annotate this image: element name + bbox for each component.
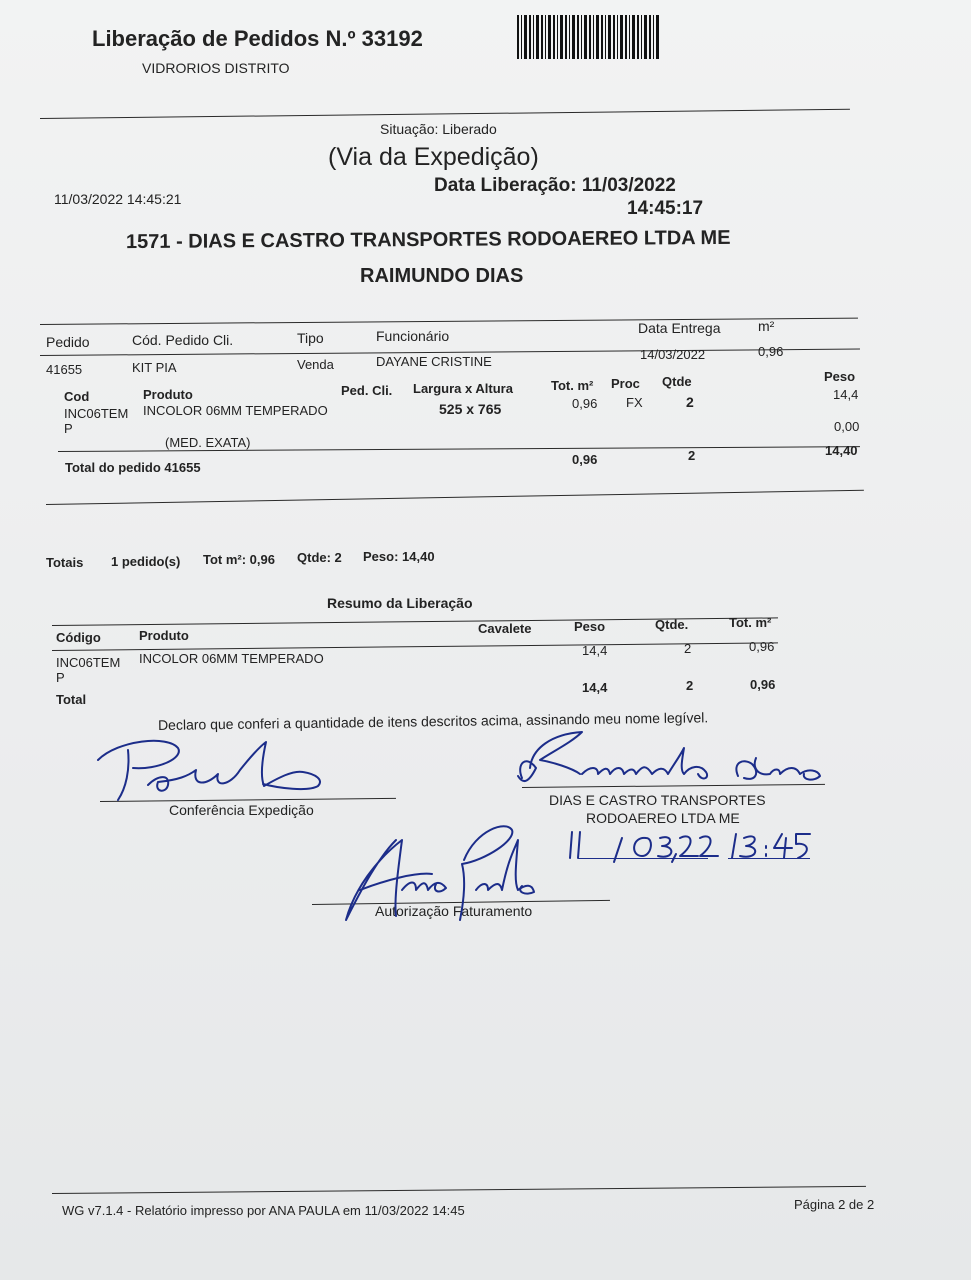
order-data-entrega: 14/03/2022 [640, 347, 706, 362]
item-col-produto: Produto [143, 387, 193, 402]
item-tot-m2: 0,96 [572, 396, 598, 411]
order-cod-pedido-cli: KIT PIA [132, 360, 177, 375]
footer-rule [52, 1186, 866, 1194]
summary-row-qtde: 2 [684, 641, 692, 656]
footer-page-number: Página 2 de 2 [794, 1197, 875, 1212]
client-contact: RAIMUNDO DIAS [360, 265, 524, 287]
summary-row-codigo: INC06TEM [56, 655, 121, 670]
order-top-rule [40, 318, 858, 325]
summary-header-rule [52, 642, 778, 651]
order-tipo: Venda [297, 357, 334, 372]
conferencia-signature [88, 730, 348, 810]
header-divider [40, 109, 850, 119]
col-m2: m² [758, 318, 775, 334]
item-dims: 525 x 765 [439, 401, 502, 417]
summary-col-peso: Peso [574, 619, 606, 634]
item-col-cod: Cod [64, 389, 90, 404]
summary-total-label: Total [56, 692, 87, 707]
totals-peso: Peso: 14,40 [363, 549, 435, 564]
barcode [517, 15, 660, 59]
item-peso: 14,4 [833, 387, 859, 402]
item-proc: FX [626, 395, 643, 410]
autorizacao-signature [336, 820, 556, 940]
summary-col-qtde: Qtde. [655, 617, 689, 632]
summary-row-peso: 14,4 [582, 643, 608, 658]
summary-row-tot-m2: 0,96 [749, 639, 775, 654]
col-cod-pedido-cli: Cód. Pedido Cli. [132, 332, 234, 348]
col-pedido: Pedido [46, 334, 90, 350]
summary-col-produto: Produto [139, 628, 189, 643]
declaration-text: Declaro que conferi a quantidade de itens descritos acima, assinando meu nome legível. [157, 709, 709, 733]
order-total-qtde: 2 [688, 448, 696, 463]
summary-col-tot-m2: Tot. m² [729, 615, 772, 630]
totals-pedidos: 1 pedido(s) [111, 554, 181, 569]
totals-qtde: Qtde: 2 [297, 550, 342, 565]
via-label: (Via da Expedição) [328, 143, 539, 171]
signature-client-line1: DIAS E CASTRO TRANSPORTES [549, 792, 766, 808]
order-pedido: 41655 [46, 362, 83, 377]
summary-total-tot-m2: 0,96 [750, 677, 776, 692]
totals-m2: Tot m²: 0,96 [203, 552, 275, 567]
summary-total-peso: 14,4 [582, 680, 608, 695]
item-produto: INCOLOR 06MM TEMPERADO [143, 403, 328, 418]
col-data-entrega: Data Entrega [638, 320, 721, 336]
document-title: Liberação de Pedidos N.º 33192 [92, 26, 423, 51]
summary-title: Resumo da Liberação [327, 595, 473, 611]
order-total-label: Total do pedido 41655 [65, 460, 201, 475]
situation: Situação: Liberado [380, 121, 497, 137]
col-tipo: Tipo [297, 330, 324, 346]
handwritten-time-underline [728, 858, 810, 859]
release-time: 14:45:17 [627, 198, 704, 219]
signature-client-line2: RODOAEREO LTDA ME [586, 810, 740, 826]
item-col-dims: Largura x Altura [413, 381, 513, 396]
summary-row-produto: INCOLOR 06MM TEMPERADO [139, 651, 324, 666]
col-funcionario: Funcionário [376, 328, 450, 344]
handwritten-date [560, 828, 820, 868]
printed-datetime: 11/03/2022 14:45:21 [54, 191, 182, 207]
footer-report-info: WG v7.1.4 - Relatório impresso por ANA PAULA em 11/03/2022 14:45 [62, 1203, 465, 1218]
order-funcionario: DAYANE CRISTINE [376, 354, 492, 369]
order-m2: 0,96 [758, 344, 784, 359]
item-qtde: 2 [686, 394, 694, 410]
conferencia-label: Conferência Expedição [169, 802, 314, 818]
totals-label: Totais [46, 555, 84, 570]
handwritten-date-underline [578, 858, 708, 859]
order-bottom-rule [46, 490, 864, 505]
item-note: (MED. EXATA) [165, 435, 251, 450]
company-name: VIDRORIOS DISTRITO [142, 60, 290, 76]
item-peso-extra: 0,00 [834, 419, 860, 434]
summary-total-qtde: 2 [686, 678, 694, 693]
client-name: 1571 - DIAS E CASTRO TRANSPORTES RODOAEREO LTDA ME [125, 226, 731, 254]
order-total-peso: 14,40 [825, 443, 858, 458]
item-cod-cont: P [64, 421, 73, 436]
item-col-tot-m2: Tot. m² [551, 378, 594, 393]
item-col-peso: Peso [824, 369, 856, 384]
summary-col-codigo: Código [56, 630, 101, 645]
client-signature [512, 728, 832, 790]
item-col-qtde: Qtde [662, 374, 692, 389]
summary-col-cavalete: Cavalete [478, 621, 532, 636]
item-col-proc: Proc [611, 376, 640, 391]
summary-row-codigo-cont: P [56, 670, 65, 685]
order-total-m2: 0,96 [572, 452, 598, 467]
release-date: Data Liberação: 11/03/2022 [434, 175, 676, 196]
item-cod: INC06TEM [64, 406, 129, 421]
autorizacao-label: Autorização Faturamento [375, 903, 533, 919]
item-col-ped-cli: Ped. Cli. [341, 383, 393, 398]
